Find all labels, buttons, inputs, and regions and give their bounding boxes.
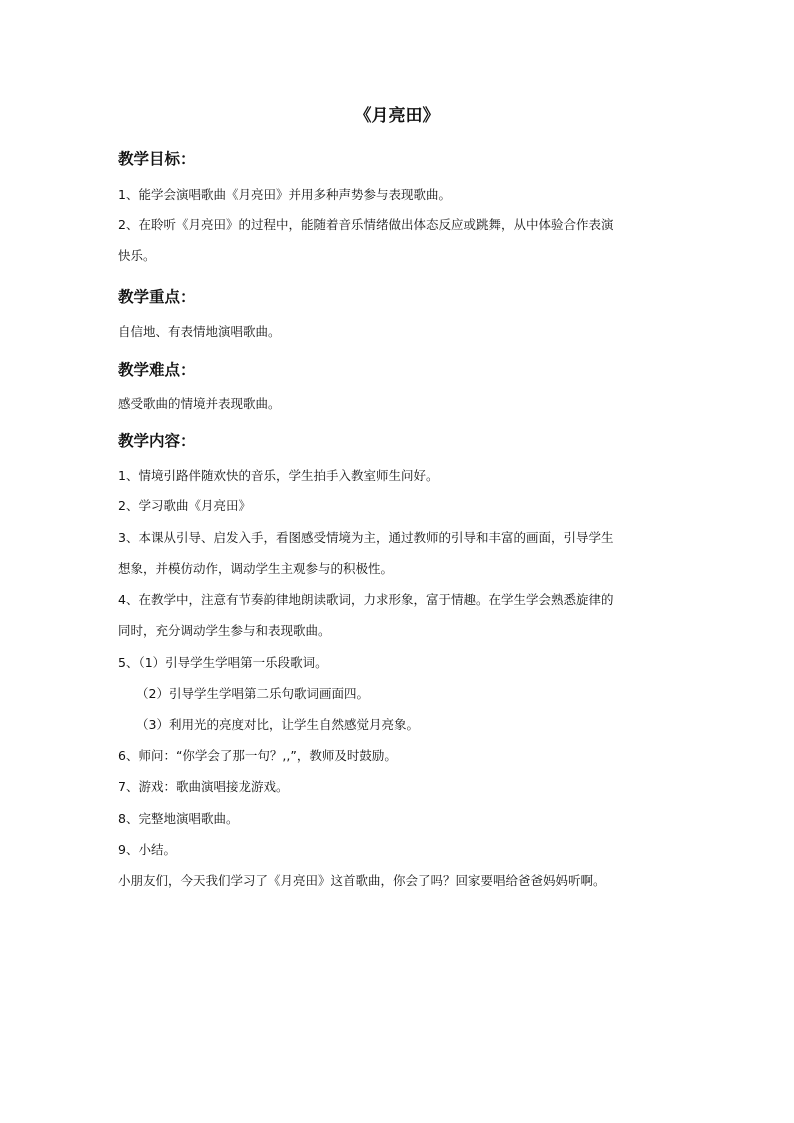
objective-line-3: 快乐。	[118, 248, 156, 263]
document-title: 《月亮田》	[354, 106, 440, 126]
section-heading-difficulties: 教学难点：	[118, 361, 196, 379]
content-line-10: 6、师问：“你学会了那一句？,,”，教师及时鼓励。	[118, 748, 397, 763]
content-line-6: 同时，充分调动学生参与和表现歌曲。	[118, 623, 331, 638]
content-line-4: 想象，并模仿动作，调动学生主观参与的积极性。	[118, 561, 394, 576]
section-heading-content: 教学内容：	[118, 432, 196, 450]
objective-line-2: 2、在聆听《月亮田》的过程中，能随着音乐情绪做出体态反应或跳舞，从中体验合作表演	[118, 217, 614, 232]
content-line-5: 4、在教学中，注意有节奏韵律地朗读歌词，力求形象，富于情趣。在学生学会熟悉旋律的	[118, 592, 614, 607]
content-line-13: 9、小结。	[118, 842, 176, 857]
section-heading-key-points: 教学重点：	[118, 288, 196, 306]
content-line-3: 3、本课从引导、启发入手，看图感受情境为主，通过教师的引导和丰富的画面，引导学生	[118, 530, 614, 545]
content-line-8: （2）引导学生学唱第二乐句歌词画面四。	[136, 686, 369, 701]
key-point-line-1: 自信地、有表情地演唱歌曲。	[118, 324, 281, 339]
difficulty-line-1: 感受歌曲的情境并表现歌曲。	[118, 396, 281, 411]
content-line-1: 1、情境引路伴随欢快的音乐，学生拍手入教室师生问好。	[118, 468, 439, 483]
content-line-14: 小朋友们，今天我们学习了《月亮田》这首歌曲，你会了吗？回家要唱给爸爸妈妈听啊。	[118, 873, 606, 888]
content-line-9: （3）利用光的亮度对比，让学生自然感觉月亮象。	[136, 717, 419, 732]
content-line-2: 2、学习歌曲《月亮田》	[118, 498, 251, 513]
section-heading-objectives: 教学目标：	[118, 150, 196, 168]
content-line-7: 5、（1）引导学生学唱第一乐段歌词。	[118, 655, 328, 670]
content-line-12: 8、完整地演唱歌曲。	[118, 811, 239, 826]
content-line-11: 7、游戏：歌曲演唱接龙游戏。	[118, 779, 289, 794]
objective-line-1: 1、能学会演唱歌曲《月亮田》并用多种声势参与表现歌曲。	[118, 187, 451, 202]
